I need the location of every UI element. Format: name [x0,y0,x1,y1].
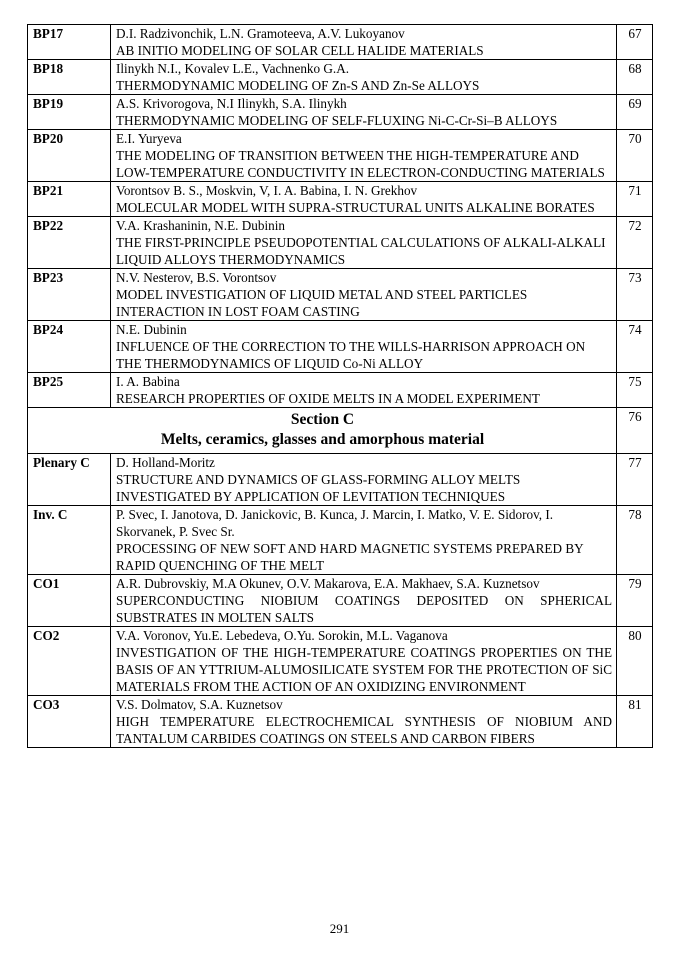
entry-body [111,373,617,408]
entry-authors: A.R. Dubrovskiy, M.A Okunev, O.V. Makarova, E.A. Makhaev, S.A. Kuznetsov [116,576,540,591]
entry-title: HIGH TEMPERATURE ELECTROCHEMICAL SYNTHESIS OF NIOBIUM AND TANTALUM CARBIDES COATINGS ON STEELS AND CARBON FIBERS [116,714,612,746]
entry-body [111,217,617,269]
entry-body [111,25,617,60]
entry-page-number: 71 [617,182,653,217]
entry-title: RESEARCH PROPERTIES OF OXIDE MELTS IN A MODEL EXPERIMENT [116,391,540,406]
entry-title: PROCESSING OF NEW SOFT AND HARD MAGNETIC SYSTEMS PREPARED BY RAPID QUENCHING OF THE MELT [116,541,584,573]
entry-title: SUPERCONDUCTING NIOBIUM COATINGS DEPOSITED ON SPHERICAL SUBSTRATES IN MOLTEN SALTS [116,593,612,625]
entry-authors: E.I. Yuryeva [116,131,182,146]
entry-code: Inv. C [28,506,111,575]
entry-authors: Ilinykh N.I., Kovalev L.E., Vachnenko G.A. [116,61,350,76]
entry-title: INFLUENCE OF THE CORRECTION TO THE WILLS-HARRISON APPROACH ON THE THERMODYNAMICS OF LIQUID Co-Ni ALLOY [116,339,586,371]
section-page-number: 76 [617,408,653,454]
entry-body [111,506,617,575]
table-row [28,373,653,408]
entry-page-number: 73 [617,269,653,321]
table-row [28,454,653,506]
table-row [28,696,653,748]
entry-page-number: 67 [617,25,653,60]
entry-page-number: 69 [617,95,653,130]
entry-authors: D. Holland-Moritz [116,455,215,470]
entry-code: CO3 [28,696,111,748]
entry-code: BP23 [28,269,111,321]
entry-authors: N.E. Dubinin [116,322,187,337]
entry-body [111,60,617,95]
entry-page-number: 77 [617,454,653,506]
table-row [28,60,653,95]
entry-body [111,575,617,627]
entry-body [111,95,617,130]
entry-authors: V.A. Krashaninin, N.E. Dubinin [116,218,285,233]
entry-code: BP24 [28,321,111,373]
table-row [28,130,653,182]
entry-body [111,321,617,373]
entry-body [111,627,617,696]
entry-authors: P. Svec, I. Janotova, D. Janickovic, B. Kunca, J. Marcin, I. Matko, V. E. Sidorov, I. Skorvanek, P. Svec Sr. [116,507,554,539]
entry-body [111,130,617,182]
entry-authors: V.S. Dolmatov, S.A. Kuznetsov [116,697,283,712]
entry-authors: N.V. Nesterov, B.S. Vorontsov [116,270,277,285]
entry-body [111,269,617,321]
entry-page-number: 75 [617,373,653,408]
table-row [28,269,653,321]
table-row [28,25,653,60]
entry-authors: D.I. Radzivonchik, L.N. Gramoteeva, A.V. Lukoyanov [116,26,405,41]
entry-title: THERMODYNAMIC MODELING OF SELF-FLUXING Ni-C-Cr-Si–B ALLOYS [116,113,558,128]
table-row [28,217,653,269]
entry-title: THE MODELING OF TRANSITION BETWEEN THE HIGH-TEMPERATURE AND LOW-TEMPERATURE CONDUCTIVITY IN ELECTRON-CONDUCTING MATERIALS [116,148,605,180]
entry-body [111,454,617,506]
contents-table [27,24,653,748]
entry-page-number: 68 [617,60,653,95]
entry-page-number: 81 [617,696,653,748]
entry-page-number: 78 [617,506,653,575]
entry-title: STRUCTURE AND DYNAMICS OF GLASS-FORMING ALLOY MELTS INVESTIGATED BY APPLICATION OF LEVITATION TECHNIQUES [116,472,521,504]
section-label: Section C [290,411,355,428]
entry-title: MODEL INVESTIGATION OF LIQUID METAL AND STEEL PARTICLES INTERACTION IN LOST FOAM CASTING [116,287,528,319]
entry-authors: Vorontsov B. S., Moskvin, V, I. A. Babina, I. N. Grekhov [116,183,418,198]
entry-code: CO1 [28,575,111,627]
page-number: 291 [329,921,350,936]
table-row [28,321,653,373]
entry-code: BP18 [28,60,111,95]
entry-code: BP25 [28,373,111,408]
entry-title: MOLECULAR MODEL WITH SUPRA-STRUCTURAL UNITS ALKALINE BORATES [116,200,595,215]
entry-authors: I. A. Babina [116,374,180,389]
entry-page-number: 79 [617,575,653,627]
entry-page-number: 80 [617,627,653,696]
entry-code: BP21 [28,182,111,217]
entry-body [111,182,617,217]
section-subtitle: Melts, ceramics, glasses and amorphous material [160,431,485,448]
entry-authors: A.S. Krivorogova, N.I Ilinykh, S.A. Ilinykh [116,96,347,111]
table-row [28,575,653,627]
entry-title: INVESTIGATION OF THE HIGH-TEMPERATURE COATINGS PROPERTIES ON THE BASIS OF AN YTTRIUM-ALUMOSILICATE SYSTEM FOR THE PROTECTION OF SiC MATERIALS FROM THE ACTION OF AN OXIDIZING ENVIRONMENT [116,645,612,694]
entry-title: AB INITIO MODELING OF SOLAR CELL HALIDE MATERIALS [116,43,484,58]
entry-page-number: 74 [617,321,653,373]
table-row [28,182,653,217]
entry-code: BP22 [28,217,111,269]
entry-code: Plenary C [28,454,111,506]
table-row [28,627,653,696]
entry-authors: V.A. Voronov, Yu.E. Lebedeva, O.Yu. Sorokin, M.L. Vaganova [116,628,448,643]
entry-page-number: 70 [617,130,653,182]
entry-body [111,696,617,748]
entry-code: BP19 [28,95,111,130]
table-row [28,506,653,575]
entry-code: CO2 [28,627,111,696]
entry-title: THE FIRST-PRINCIPLE PSEUDOPOTENTIAL CALCULATIONS OF ALKALI-ALKALI LIQUID ALLOYS THERMODYNAMICS [116,235,606,267]
entry-code: BP20 [28,130,111,182]
entry-title: THERMODYNAMIC MODELING OF Zn-S AND Zn-Se ALLOYS [116,78,480,93]
table-row [28,95,653,130]
section-title [28,408,617,454]
entry-page-number: 72 [617,217,653,269]
section-header-row [28,408,653,454]
entry-code: BP17 [28,25,111,60]
